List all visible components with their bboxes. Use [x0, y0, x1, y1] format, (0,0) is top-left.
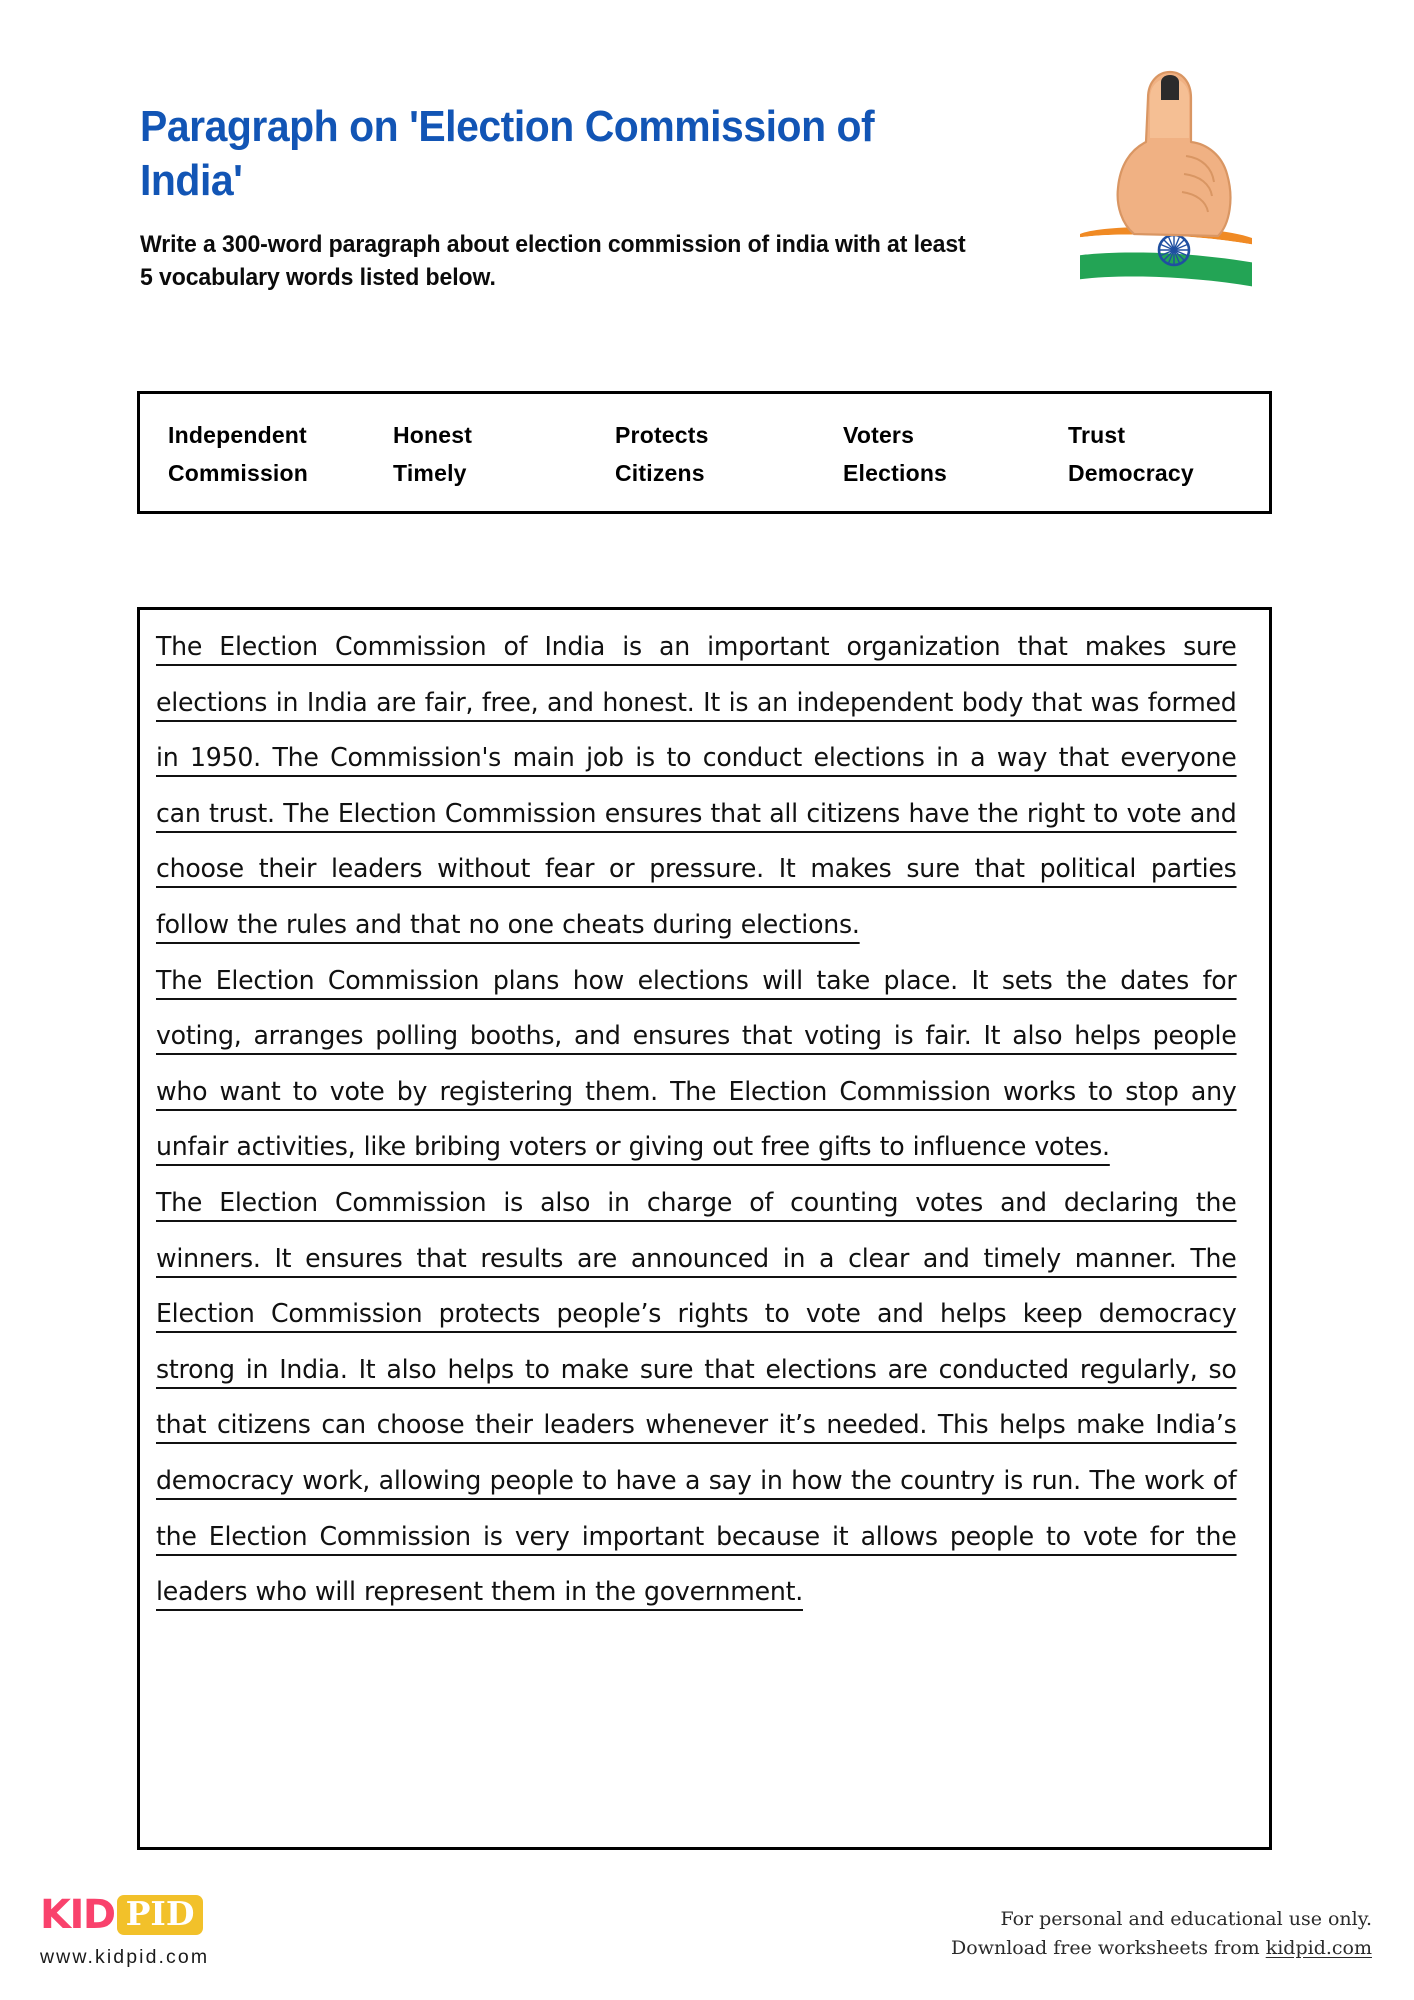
answer-paragraph: The Election Commission plans how elections will take place. It sets the dates for voting, arranges polling booths, and ensures that voting is fair. It also helps people who want to vote by registering them. The Election Commission works to stop any unfair activities, like bribing voters or giving out free gifts to influence votes. [156, 965, 1237, 1163]
vocabulary-word: Trust [1068, 421, 1126, 448]
inked-finger-india-flag-illustration [1062, 38, 1272, 308]
footer-note-line-2 [951, 1934, 1372, 1963]
vocabulary-word-bank [137, 391, 1272, 514]
vocabulary-word: Citizens [615, 460, 705, 487]
footer-website-url[interactable]: www.kidpid.com [40, 1946, 210, 1968]
footer-note-line-1: For personal and educational use only. [1000, 1908, 1372, 1930]
logo-kid-text: KID [40, 1892, 115, 1938]
footer-usage-note [951, 1905, 1372, 1964]
answer-paragraph-box[interactable] [137, 607, 1272, 1850]
vocabulary-row [168, 416, 1241, 455]
vocabulary-word: Independent [168, 421, 307, 448]
vocabulary-word: Timely [393, 460, 467, 487]
logo-mark [40, 1893, 360, 1937]
vocabulary-word: Elections [843, 460, 948, 487]
answer-paragraph: The Election Commission of India is an important organization that makes sure elections in India are fair, free, and honest. It is an independent body that was formed in 1950. The Commission's main job is to conduct elections in a way that everyone can trust. The Election Commission ensures that all citizens have the right to vote and choose their leaders without fear or pressure. It makes sure that political parties follow the rules and that no one cheats during elections. [156, 632, 1237, 940]
vocabulary-word: Commission [168, 460, 309, 487]
vocabulary-word: Voters [843, 421, 915, 448]
worksheet-instructions: Write a 300-word paragraph about election commission of india with at least 5 vocabulary words listed below. [140, 231, 966, 292]
logo-pid-badge: PID [117, 1895, 204, 1936]
vocabulary-word: Protects [615, 421, 709, 448]
worksheet-header [140, 100, 1060, 295]
vocabulary-word: Honest [393, 421, 473, 448]
vocabulary-row [168, 455, 1241, 494]
footer-note-prefix: Download free worksheets from [951, 1937, 1266, 1960]
kidpid-logo[interactable] [40, 1893, 360, 1969]
page-title: Paragraph on 'Election Commission of India' [140, 102, 875, 205]
answer-paragraph: The Election Commission is also in charge of counting votes and declaring the winners. It ensures that results are announced in a clear and timely manner. The Election Commission protects people’s rights to vote and helps keep democracy strong in India. It also helps to make sure that elections are conducted regularly, so that citizens can choose their leaders whenever it’s needed. This helps make India’s democracy work, allowing people to have a say in how the country is run. The work of the Election Commission is very important because it allows people to vote for the leaders who will represent them in the government. [156, 1187, 1237, 1608]
footer-kidpid-link[interactable]: kidpid.com [1265, 1937, 1372, 1960]
vocabulary-word: Democracy [1068, 460, 1194, 487]
